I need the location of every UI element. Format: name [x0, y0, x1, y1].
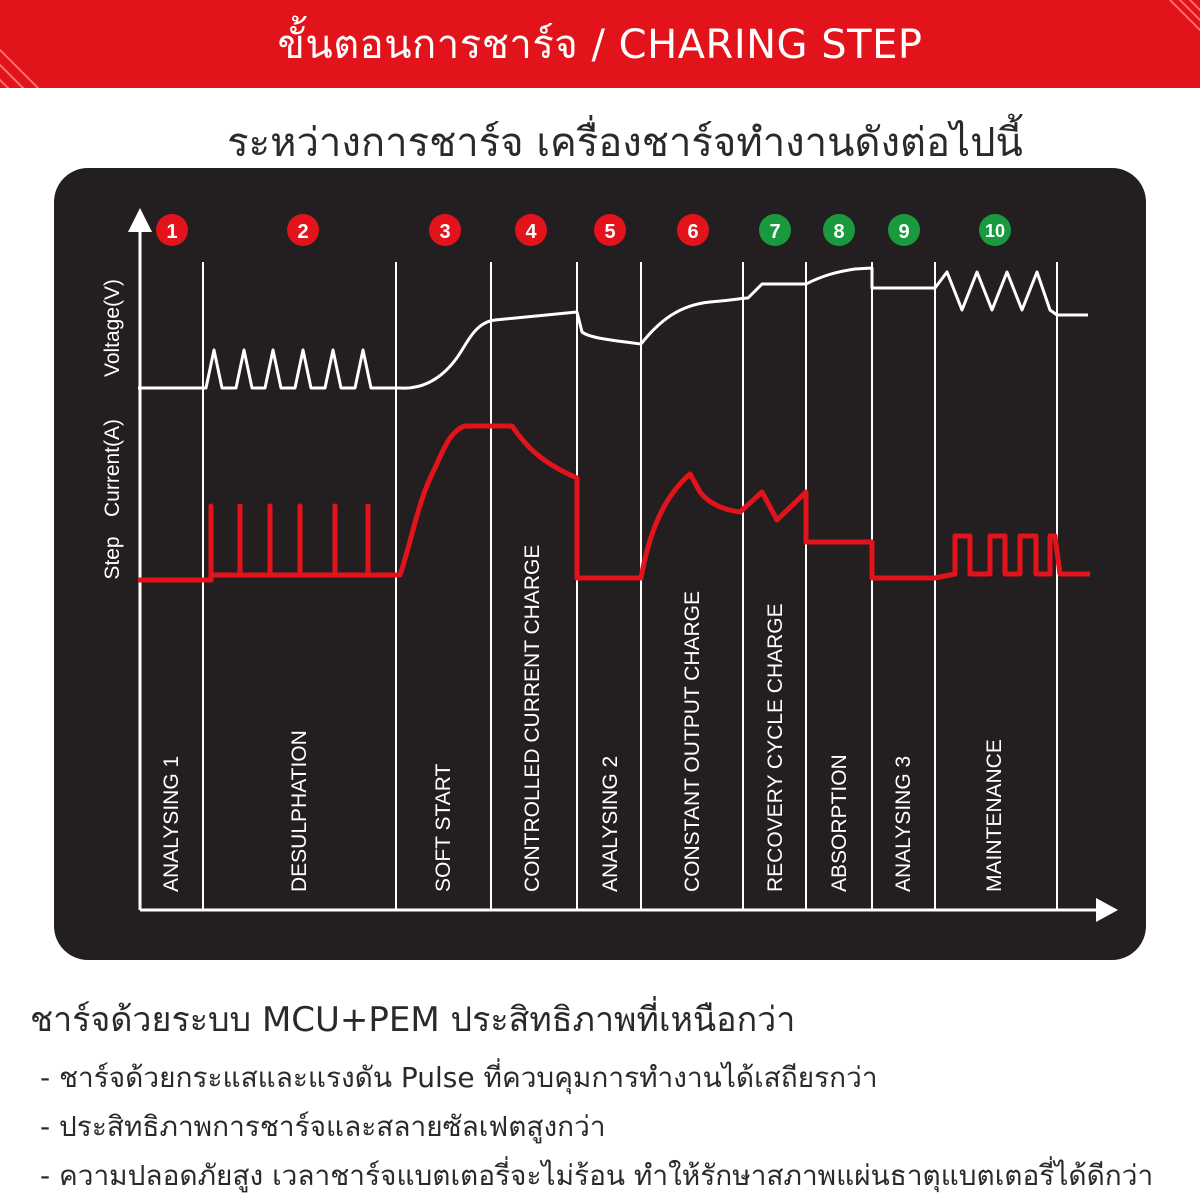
step-badge	[677, 214, 709, 246]
voltage-axis-label: Voltage(V)	[101, 278, 124, 378]
step-badge	[823, 214, 855, 246]
step-label: RECOVERY CYCLE CHARGE	[764, 603, 787, 892]
step-badge-number: 3	[439, 221, 451, 243]
step-label: CONTROLLED CURRENT CHARGE	[521, 544, 544, 892]
step-badge	[156, 214, 188, 246]
step-label: ANALYSING 1	[160, 755, 183, 892]
step-badge-number: 1	[166, 221, 178, 243]
step-badge-number: 4	[525, 221, 537, 243]
feature-heading: ชาร์จด้วยระบบ MCU+PEM ประสิทธิภาพที่เหนือกว่า	[30, 1000, 796, 1040]
step-badge-number: 2	[297, 221, 309, 243]
current-axis-label: Current(A)	[101, 418, 124, 518]
step-label: DESULPHATION	[288, 730, 311, 892]
step-axis-label: Step	[101, 536, 124, 580]
step-badge	[287, 214, 319, 246]
step-badge	[888, 214, 920, 246]
step-label: MAINTENANCE	[983, 739, 1006, 892]
step-badge-number: 9	[898, 221, 910, 243]
step-badge	[759, 214, 791, 246]
step-badge	[979, 214, 1011, 246]
step-label: SOFT START	[432, 763, 455, 892]
feature-item: - ประสิทธิภาพการชาร์จและสลายซัลเฟตสูงกว่า	[40, 1110, 606, 1143]
step-badge-number: 8	[833, 221, 845, 243]
step-badge-number: 10	[984, 221, 1006, 241]
feature-item: - ความปลอดภัยสูง เวลาชาร์จแบตเตอรี่จะไม่ร้อน ทำให้รักษาสภาพแผ่นธาตุแบตเตอรี่ได้ดีกว่า	[40, 1159, 1154, 1192]
current-curve	[138, 426, 1090, 580]
feature-item: - ชาร์จด้วยกระแสและแรงดัน Pulse ที่ควบคุมการทำงานได้เสถียรกว่า	[40, 1061, 878, 1094]
step-badge	[429, 214, 461, 246]
voltage-curve	[138, 268, 1088, 388]
step-badge-number: 7	[769, 221, 781, 243]
page-subtitle: ระหว่างการชาร์จ เครื่องชาร์จทำงานดังต่อไปนี้	[227, 120, 1023, 166]
step-label: CONSTANT OUTPUT CHARGE	[681, 590, 704, 892]
step-badge-number: 6	[687, 221, 699, 243]
step-label: ANALYSING 2	[599, 755, 622, 892]
y-axis-arrow-icon	[128, 208, 152, 232]
step-badge	[515, 214, 547, 246]
page-title: ขั้นตอนการชาร์จ / CHARING STEP	[277, 22, 923, 68]
step-badge	[594, 214, 626, 246]
step-badge-number: 5	[604, 221, 616, 243]
step-label: ANALYSING 3	[892, 755, 915, 892]
step-label: ABSORPTION	[828, 754, 851, 892]
x-axis-arrow-icon	[1096, 898, 1118, 922]
feature-list	[30, 992, 1190, 1203]
